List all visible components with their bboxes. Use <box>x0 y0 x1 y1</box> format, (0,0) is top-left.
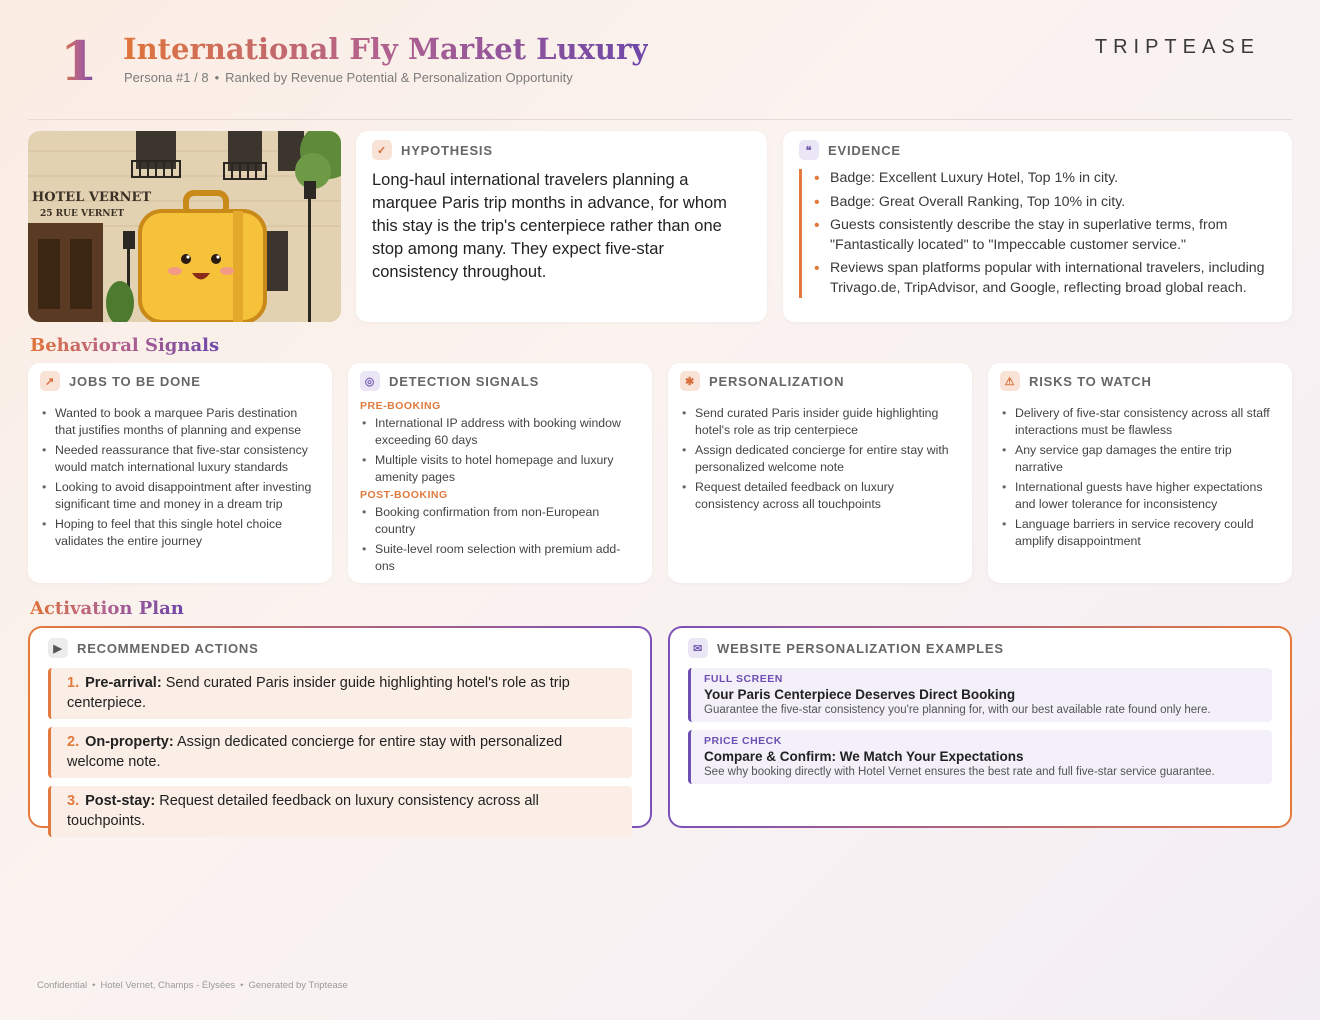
example-title: Your Paris Centerpiece Deserves Direct Booking <box>704 687 1016 702</box>
activation-section-title: Activation Plan <box>30 598 184 619</box>
action-item-on-property: 2. On-property: Assign dedicated concierge for entire stay with personalized welcome note. <box>48 727 632 778</box>
quote-icon: ❝ <box>799 140 819 160</box>
hypothesis-header <box>372 140 751 160</box>
evidence-header <box>799 140 1276 160</box>
example-description: Guarantee the five-star consistency you're planning for, with our best available rate found only here. <box>704 704 1211 716</box>
personalization-card <box>668 363 972 583</box>
hypothesis-text: Long-haul international travelers planning a marquee Paris trip months in advance, for whom this stay is the trip's centerpiece rather than one stop among many. They expect five-star consistency throughout. <box>372 171 727 281</box>
page-footer: Confidential • Hotel Vernet, Champs - Élysées • Generated by Triptease <box>37 980 348 991</box>
risks-item: • International guests have higher expectations and lower tolerance for inconsistency <box>1000 479 1280 512</box>
risks-list <box>1000 405 1280 549</box>
ranking-note: Ranked by Revenue Potential & Personalization Opportunity <box>225 70 573 85</box>
post-booking-label: POST-BOOKING <box>360 489 448 501</box>
jobs-item: • Hoping to feel that this single hotel choice validates the entire journey <box>40 516 320 549</box>
actions-header <box>48 638 632 658</box>
example-type: FULL SCREEN <box>704 673 783 685</box>
page-header <box>28 28 1292 120</box>
website-header <box>688 638 1272 658</box>
website-heading: WEBSITE PERSONALIZATION EXAMPLES <box>717 640 1004 656</box>
mail-icon: ✉ <box>688 638 708 658</box>
evidence-heading: EVIDENCE <box>828 142 901 158</box>
personalization-header <box>680 371 960 391</box>
website-example-price-check <box>688 730 1272 784</box>
evidence-item: • Badge: Great Overall Ranking, Top 10% in city. <box>814 193 1276 213</box>
evidence-card <box>783 131 1292 322</box>
recommended-actions-card <box>28 626 652 828</box>
jobs-list <box>40 405 320 549</box>
pre-booking-list <box>360 415 640 485</box>
risks-header <box>1000 371 1280 391</box>
detection-item: • Suite-level room selection with premium add-ons <box>360 541 640 574</box>
risks-item: • Language barriers in service recovery could amplify disappointment <box>1000 516 1280 549</box>
footer-generated: Generated by Triptease <box>248 980 348 991</box>
check-icon: ✓ <box>372 140 392 160</box>
example-title: Compare & Confirm: We Match Your Expectations <box>704 749 1024 764</box>
risks-card <box>988 363 1292 583</box>
personalization-item: • Request detailed feedback on luxury consistency across all touchpoints <box>680 479 960 512</box>
page-subtitle: Persona #1 / 8 • Ranked by Revenue Potential & Personalization Opportunity <box>124 70 573 85</box>
hypothesis-card <box>356 131 767 322</box>
warning-icon: ⚠ <box>1000 371 1020 391</box>
post-booking-list <box>360 504 640 574</box>
example-type: PRICE CHECK <box>704 735 782 747</box>
page-title: International Fly Market Luxury <box>123 32 649 66</box>
jobs-heading: JOBS TO BE DONE <box>69 373 201 389</box>
footer-confidential: Confidential <box>37 980 88 991</box>
asterisk-icon: ✱ <box>680 371 700 391</box>
personalization-list <box>680 405 960 512</box>
detection-item: • Booking confirmation from non-European country <box>360 504 640 537</box>
risks-item: • Any service gap damages the entire trip narrative <box>1000 442 1280 475</box>
personalization-item: • Assign dedicated concierge for entire stay with personalized welcome note <box>680 442 960 475</box>
jobs-header <box>40 371 320 391</box>
detection-item: • Multiple visits to hotel homepage and luxury amenity pages <box>360 452 640 485</box>
hotel-sign: HOTEL VERNET <box>32 190 152 205</box>
example-description: See why booking directly with Hotel Vernet ensures the best rate and full five-star service guarantee. <box>704 766 1215 778</box>
detection-item: • International IP address with booking window exceeding 60 days <box>360 415 640 448</box>
jobs-item: • Wanted to book a marquee Paris destination that justifies months of planning and expense <box>40 405 320 438</box>
evidence-item: • Reviews span platforms popular with international travelers, including Trivago.de, TripAdvisor, and Google, reflecting broad global reach. <box>814 259 1276 298</box>
jobs-item: • Needed reassurance that five-star consistency would match international luxury standards <box>40 442 320 475</box>
detection-card <box>348 363 652 583</box>
evidence-item: • Guests consistently describe the stay in superlative terms, from "Fantastically located" to "Impeccable customer service." <box>814 216 1276 255</box>
suitcase-mascot-icon <box>140 193 265 322</box>
personalization-heading: PERSONALIZATION <box>709 373 845 389</box>
hypothesis-heading: HYPOTHESIS <box>401 142 493 158</box>
actions-heading: RECOMMENDED ACTIONS <box>77 640 259 656</box>
arrow-up-right-icon: ↗ <box>40 371 60 391</box>
detection-header <box>360 371 640 391</box>
footer-hotel: Hotel Vernet, Champs - Élysées <box>100 980 236 991</box>
jobs-item: • Looking to avoid disappointment after investing significant time and money in a dream trip <box>40 479 320 512</box>
personalization-item: • Send curated Paris insider guide highlighting hotel's role as trip centerpiece <box>680 405 960 438</box>
brand-logo: TRIPTEASE <box>1094 36 1260 58</box>
website-personalization-card <box>668 626 1292 828</box>
risks-item: • Delivery of five-star consistency across all staff interactions must be flawless <box>1000 405 1280 438</box>
play-icon: ▶ <box>48 638 68 658</box>
detection-heading: DETECTION SIGNALS <box>389 373 540 389</box>
action-item-pre-arrival: 1. Pre-arrival: Send curated Paris insider guide highlighting hotel's role as trip centerpiece. <box>48 668 632 719</box>
radar-icon: ◎ <box>360 371 380 391</box>
pre-booking-label: PRE-BOOKING <box>360 400 441 412</box>
action-item-post-stay: 3. Post-stay: Request detailed feedback on luxury consistency across all touchpoints. <box>48 786 632 837</box>
jobs-card <box>28 363 332 583</box>
hotel-address: 25 RUE VERNET <box>40 209 125 219</box>
persona-rank: 1 <box>60 29 98 93</box>
risks-heading: RISKS TO WATCH <box>1029 373 1152 389</box>
behavioral-section-title: Behavioral Signals <box>30 335 220 356</box>
evidence-list <box>799 169 1276 298</box>
persona-count: Persona #1 / 8 <box>124 70 209 85</box>
evidence-item: • Badge: Excellent Luxury Hotel, Top 1% in city. <box>814 169 1276 189</box>
hotel-illustration <box>28 131 341 322</box>
website-example-full-screen <box>688 668 1272 722</box>
